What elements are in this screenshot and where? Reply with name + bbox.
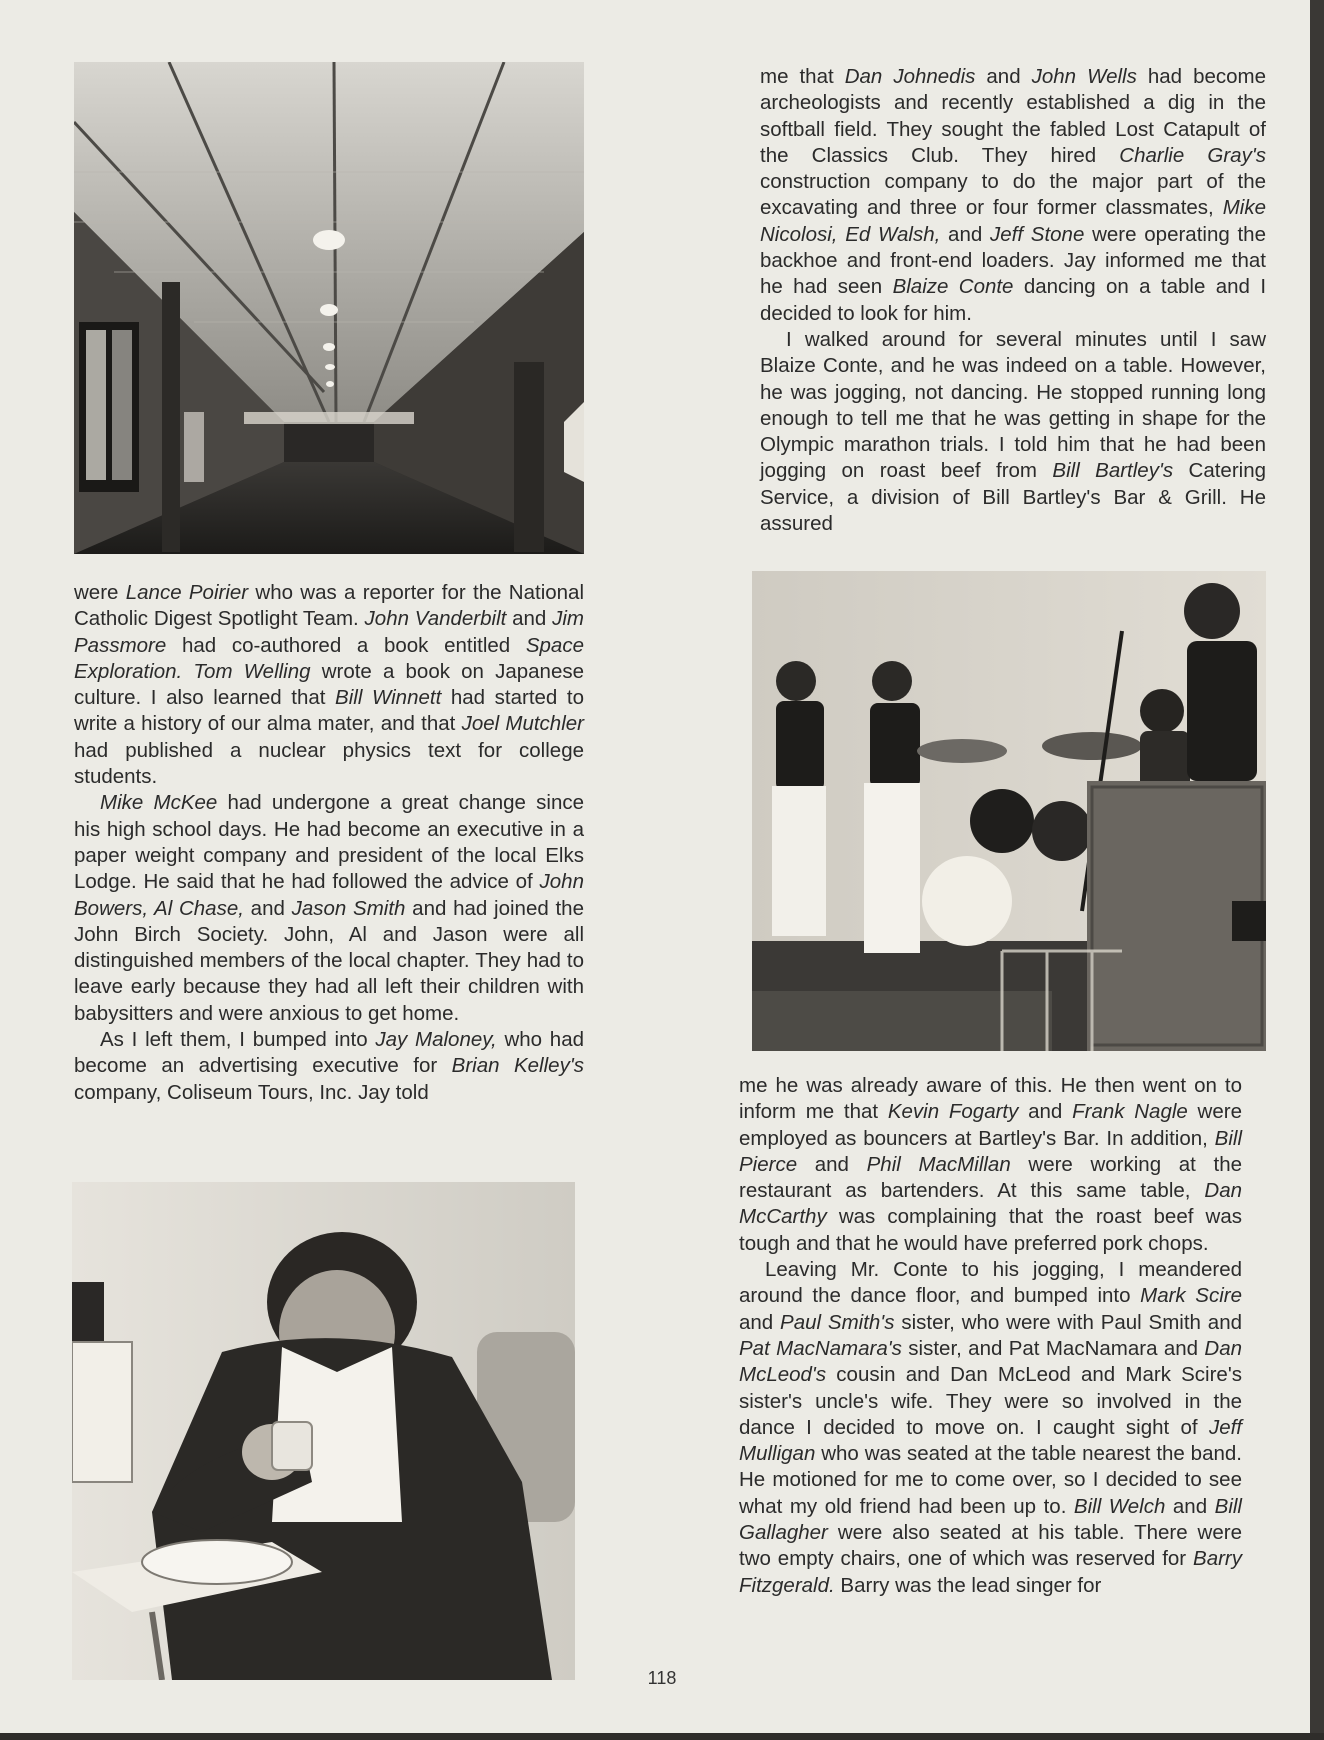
italic-name: Space Exploration. (74, 633, 584, 683)
page-bottom-edge (0, 1733, 1324, 1740)
left-column-paragraph: were Lance Poirier who was a reporter for the National Catholic Digest Spotlight Team. John Vanderbilt and Jim Passmore had co-authored a book entitled Space Exploration. Tom Welling wrote a book on Japanese culture. I also learned that Bill Winnett had started to write a history of our alma mater, and that Joel Mutchler had published a nuclear physics text for college students. (74, 581, 585, 789)
italic-name: Barry Fitzgerald. (739, 1547, 1242, 1597)
page-number: 118 (647, 1668, 677, 1688)
right-column-top-text (760, 64, 1266, 537)
italic-name: Blaize Conte (892, 275, 1014, 299)
right-column-top-paragraph: me that Dan Johnedis and John Wells had become archeologists and recently established a dig in the softball field. They sought the fabled Lost Catapult of the Classics Club. They hired Charlie Gray's construction company to do the major part of the excavating and three or four former classmates, Mike Nicolosi, Ed Walsh, and Jeff Stone were operating the backhoe and front-end loaders. Jay informed me that he had seen Blaize Conte dancing on a table and I decided to look for him. (760, 65, 1267, 325)
right-column-top-paragraph: I walked around for several minutes until I saw Blaize Conte, and he was indeed on a table. However, he was jogging, not dancing. He stopped running long enough to tell me that he was getting in shape for the Olympic marathon trials. I told him that he had been jogging on roast beef from Bill Bartley's Catering Service, a division of Bill Bartley's Bar & Grill. He assured (760, 327, 1267, 536)
italic-name: Jay Maloney, (375, 1028, 497, 1052)
right-column-bottom-paragraph: me he was already aware of this. He then went on to inform me that Kevin Fogarty and Frank Nagle were employed as bouncers at Bartley's Bar. In addition, Bill Pierce and Phil MacMillan were working at the restaurant as bartenders. At this same table, Dan McCarthy was complaining that the roast beef was tough and that he would have preferred pork chops. (739, 1074, 1242, 1255)
italic-name: Mark Scire (1140, 1284, 1242, 1308)
band-photo (752, 571, 1266, 1051)
student-photo-art (72, 1182, 575, 1680)
italic-name: Bill Pierce (739, 1126, 1242, 1176)
page-edge-shadow (1310, 0, 1324, 1740)
italic-name: Dan Johnedis (844, 65, 976, 88)
right-column-bottom-paragraph: Leaving Mr. Conte to his jogging, I meandered around the dance floor, and bumped into Mark Scire and Paul Smith's sister, who were with Paul Smith and Pat MacNamara's sister, and Pat MacNamara and Dan McLeod's cousin and Dan McLeod and Mark Scire's sister's uncle's wife. They were so involved in the dance I decided to move on. I caught sight of Jeff Mulligan who was seated at the table nearest the band. He motioned for me to come over, so I decided to see what my old friend had been up to. Bill Welch and Bill Gallagher were also seated at his table. There were two empty chairs, one of which was reserved for Barry Fitzgerald. Barry was the lead singer for (739, 1258, 1243, 1597)
student-photo (72, 1182, 575, 1680)
italic-name: John Bowers, Al Chase, (74, 870, 584, 920)
italic-name: John Vanderbilt (364, 607, 507, 631)
italic-name: Mike Nicolosi, Ed Walsh, (760, 196, 1266, 246)
italic-name: Bill Welch (1073, 1494, 1166, 1518)
italic-name: Lance Poirier (125, 581, 249, 604)
italic-name: Dan McLeod's (739, 1336, 1243, 1387)
band-photo-art (752, 571, 1266, 1051)
italic-name: Frank Nagle (1072, 1100, 1188, 1124)
italic-name: Pat MacNamara's (739, 1336, 902, 1360)
italic-name: Bill Bartley's (1052, 459, 1174, 483)
italic-name: Jason Smith (291, 896, 406, 920)
italic-name: Brian Kelley's (451, 1054, 584, 1078)
italic-name: Paul Smith's (780, 1310, 895, 1334)
italic-name: Jeff Mulligan (739, 1415, 1242, 1466)
hallway-photo (74, 62, 584, 554)
italic-name: Joel Mutchler (461, 712, 584, 736)
left-column-paragraph: Mike McKee had undergone a great change since his high school days. He had become an executive in a paper weight company and president of the local Elks Lodge. He said that he had followed the advice of John Bowers, Al Chase, and Jason Smith and had joined the John Birch Society. John, Al and Jason were all distinguished members of the local chapter. They had to leave early because they had all left their children with babysitters and were anxious to get home. (74, 791, 585, 1025)
hallway-photo-art (74, 62, 584, 554)
italic-name: Jeff Stone (990, 222, 1085, 246)
italic-name: Charlie Gray's (1119, 143, 1266, 167)
left-column-paragraph: As I left them, I bumped into Jay Maloney, who had become an advertising executive for Brian Kelley's company, Coliseum Tours, Inc. Jay told (74, 1028, 585, 1104)
italic-name: Bill Winnett (335, 686, 442, 710)
italic-name: Mike McKee (100, 791, 218, 815)
italic-name: Bill Gallagher (739, 1494, 1242, 1545)
italic-name: Kevin Fogarty (887, 1100, 1019, 1124)
right-column-bottom-text (739, 1073, 1242, 1599)
italic-name: Phil MacMillan (866, 1152, 1011, 1176)
italic-name: Tom Welling (193, 659, 311, 683)
italic-name: John Wells (1031, 65, 1137, 88)
left-column-text (74, 580, 584, 1106)
italic-name: Jim Passmore (74, 607, 585, 657)
italic-name: Dan McCarthy (739, 1179, 1242, 1229)
